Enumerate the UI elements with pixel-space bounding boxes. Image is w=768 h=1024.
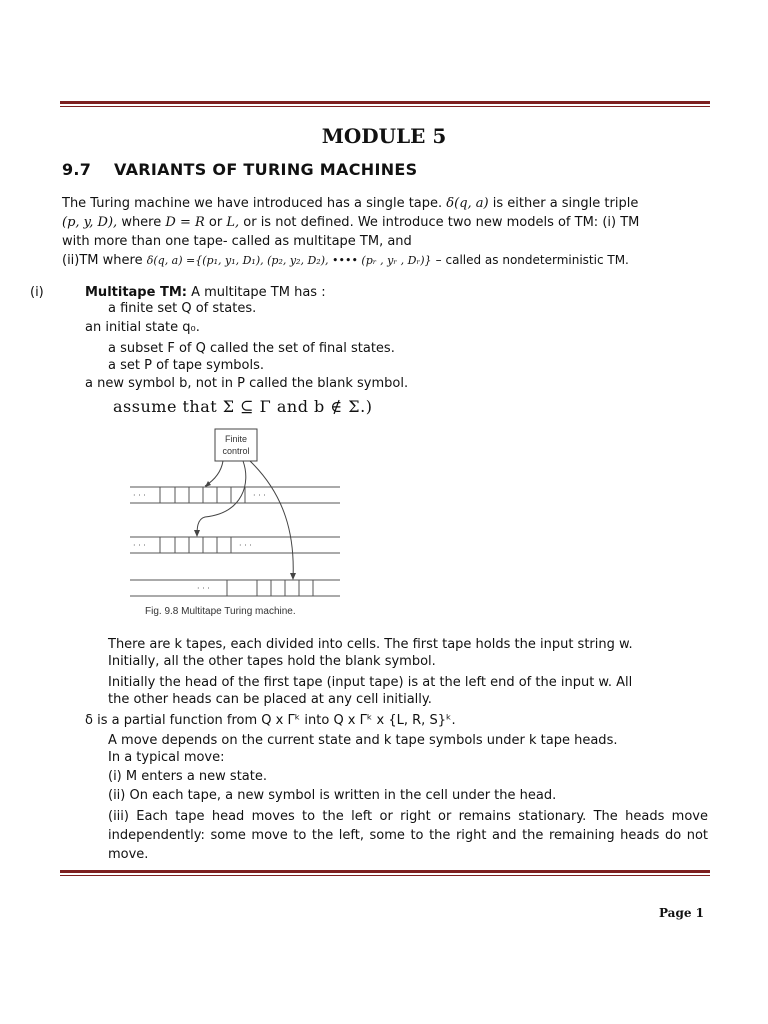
figure-caption: Fig. 9.8 Multitape Turing machine.: [145, 606, 296, 617]
footer-rule: [60, 870, 710, 876]
body-paragraph: (iii) Each tape head moves to the left or right or remains stationary. The heads move independently: some move to the left, some to the right and the remaining heads do not move.: [108, 809, 708, 862]
intro-math: D = R: [165, 215, 205, 230]
body-line: In a typical move:: [108, 750, 225, 765]
body-line: Initially, all the other tapes hold the blank symbol.: [108, 654, 436, 669]
section-heading: [62, 160, 417, 179]
intro-math: L,: [226, 215, 240, 230]
intro-line-1: [62, 196, 638, 211]
head-arrow-3: [250, 461, 293, 579]
module-title: MODULE 5: [321, 124, 447, 148]
intro-math: δ(q, a) ={(p₁, y₁, D₁), (p₂, y₂, D₂), •••• (pᵣ , yᵣ , Dᵣ)}: [146, 254, 432, 267]
tape-2: [130, 537, 340, 553]
list-item: a set P of tape symbols.: [108, 358, 265, 373]
header-rule: [60, 101, 710, 107]
tape-dots: · · ·: [239, 541, 252, 550]
intro-line-2: [62, 215, 639, 230]
list-item: a finite set Q of states.: [108, 301, 257, 316]
body-line: the other heads can be placed at any cell initially.: [108, 692, 432, 707]
body-line: There are k tapes, each divided into cells. The first tape holds the input string w.: [108, 637, 633, 652]
intro-text: – called as nondeterministic TM.: [435, 253, 629, 267]
list-item: a subset F of Q called the set of final states.: [108, 341, 395, 356]
intro-math: (p, y, D),: [62, 215, 118, 230]
section-number: 9.7: [62, 160, 92, 179]
delta-definition: δ is a partial function from Q x Γᵏ into Q x Γᵏ x {L, R, S}ᵏ.: [85, 713, 456, 728]
multitape-heading-rest: A multitape TM has :: [191, 285, 326, 300]
intro-text: where: [121, 215, 162, 230]
multitape-heading: Multitape TM:: [85, 285, 187, 300]
tape-3: [130, 580, 340, 596]
multitape-heading-line: [85, 285, 326, 300]
intro-line-4: [62, 253, 629, 268]
intro-text: The Turing machine we have introduced has a single tape.: [62, 196, 443, 211]
page-number: Page 1: [658, 906, 704, 920]
assume-line: assume that Σ ⊆ Γ and b ∉ Σ.): [113, 397, 373, 416]
body-line: (ii) On each tape, a new symbol is written in the cell under the head.: [108, 788, 557, 803]
tape-1: [130, 487, 340, 503]
multitape-figure: [125, 425, 350, 625]
intro-text: or: [208, 215, 223, 230]
list-item: a new symbol b, not in P called the blank symbol.: [85, 376, 409, 391]
tape-dots: · · ·: [133, 491, 146, 500]
intro-text: or is not defined. We introduce two new models of TM: (i) TM: [243, 215, 640, 230]
body-line: Initially the head of the first tape (input tape) is at the left end of the input w. All: [108, 675, 633, 690]
finite-control-label-2: control: [222, 446, 250, 456]
body-line: A move depends on the current state and k tape symbols under k tape heads.: [108, 733, 618, 748]
tape-dots: · · ·: [133, 541, 146, 550]
tape-dots: · · ·: [197, 584, 210, 593]
tape-dots: · · ·: [253, 491, 266, 500]
intro-text: (ii)TM where: [62, 253, 143, 268]
list-marker: (i): [30, 285, 44, 300]
body-line: (i) M enters a new state.: [108, 769, 267, 784]
intro-text: is either a single triple: [492, 196, 639, 211]
finite-control-label-1: Finite: [224, 434, 248, 444]
intro-math: δ(q, a): [446, 196, 489, 211]
list-item: an initial state q₀.: [85, 320, 200, 335]
head-arrow-2: [197, 461, 246, 536]
intro-line-3: with more than one tape- called as multitape TM, and: [62, 234, 412, 249]
section-title: VARIANTS OF TURING MACHINES: [114, 160, 418, 179]
